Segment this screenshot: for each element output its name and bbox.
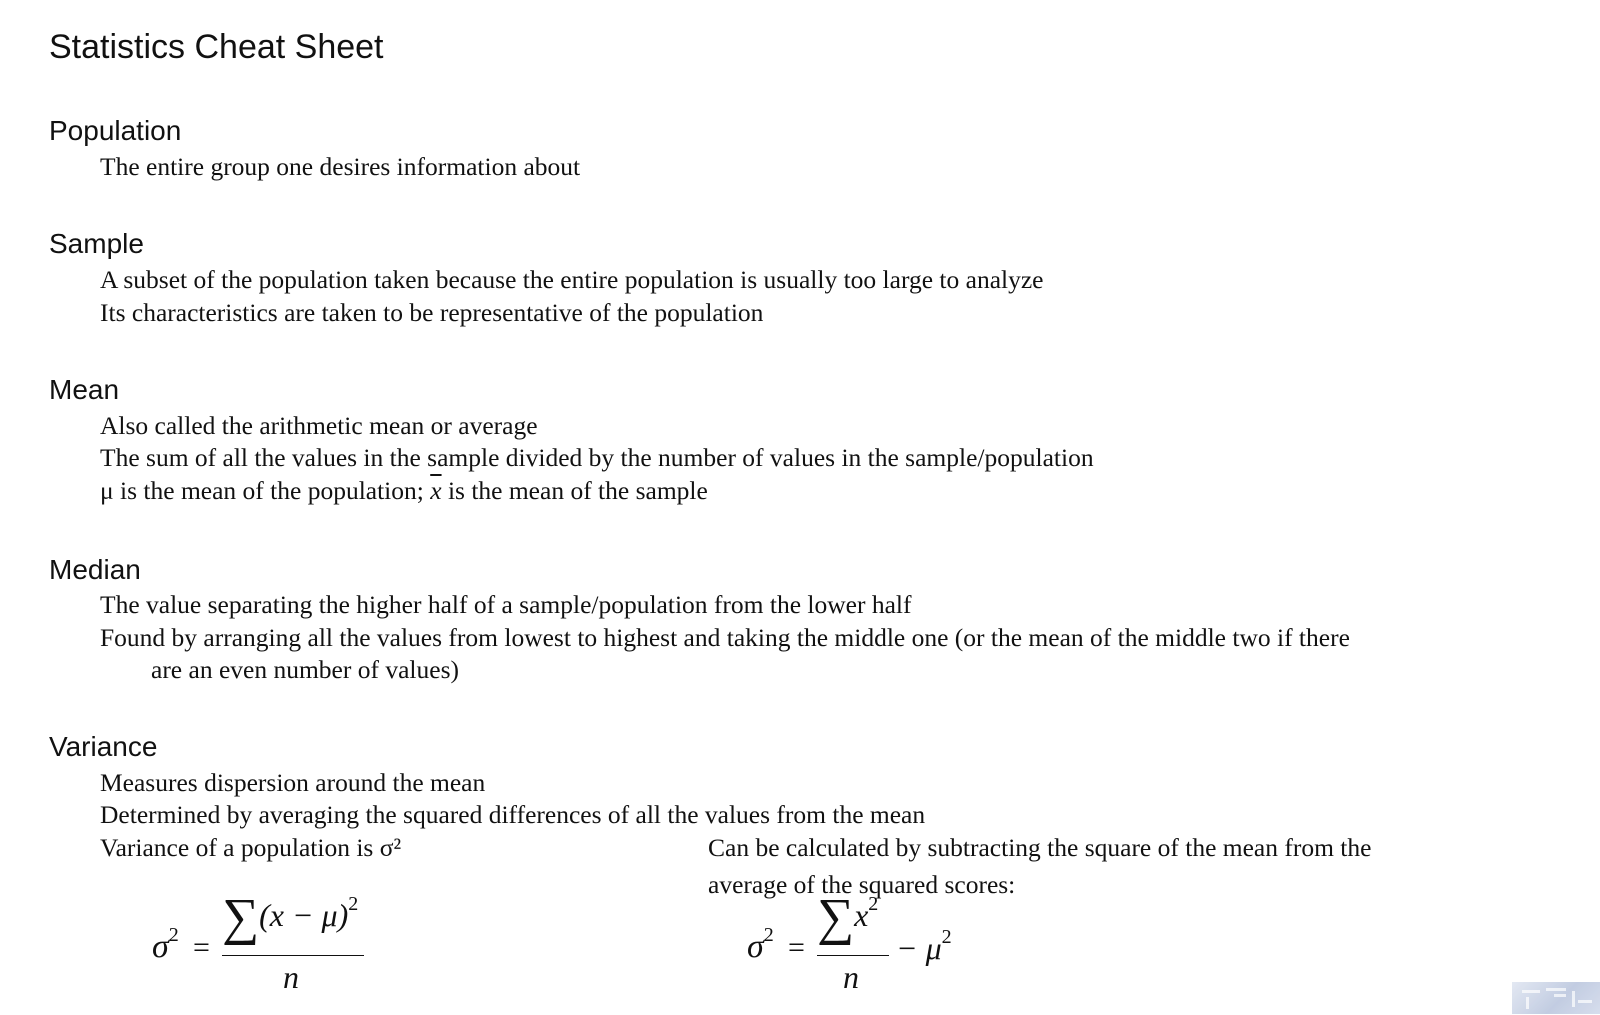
formula2-lhs: $\sigma^2$ [747,924,774,965]
median-line-3: are an even number of values) [151,655,459,684]
formula1-equals: = [193,931,210,964]
population-definition: The entire group one desires information about [100,152,581,181]
mean-population-symbol-text: μ is the mean of the population; [100,476,424,505]
formula1-numerator: $\sum(x - \mu)^2$ [222,889,359,946]
formula2-numerator: $\sum x^2$ [817,889,879,946]
sample-line-1: A subset of the population taken because the entire population is usually too large to analyze [100,265,1044,294]
x-bar-symbol: $\overline{x}$ [430,476,442,505]
formula2-denominator: n [843,959,859,995]
section-heading-population: Population [49,115,182,146]
mean-line-2: The sum of all the values in the sample divided by the number of values in the sample/population [100,443,1094,472]
page-title: Statistics Cheat Sheet [49,28,384,66]
median-line-2: Found by arranging all the values from lowest to highest and taking the middle one (or the mean of the middle two if there [100,623,1350,652]
formula1-denominator: n [283,959,299,995]
variance-line-3: Variance of a population is σ² [100,833,402,862]
mean-sample-symbol-text: is the mean of the sample [447,476,708,505]
section-heading-median: Median [49,554,141,585]
watermark-stamp [1512,982,1600,1014]
formula1-lhs: $\sigma^2$ [152,924,179,965]
formula2-minus-mu-squared: − $\mu^2$ [896,926,952,966]
median-line-1: The value separating the higher half of a sample/population from the lower half [100,590,912,619]
formula2-equals: = [788,931,805,964]
mean-symbol-line [100,475,708,507]
variance-line-2: Determined by averaging the squared differences of all the values from the mean [100,800,926,829]
sample-line-2: Its characteristics are taken to be representative of the population [100,298,764,327]
section-heading-variance: Variance [49,731,158,762]
mean-line-1: Also called the arithmetic mean or average [100,411,538,440]
formula1-fraction-bar [222,955,364,956]
variance-alt-line-1: Can be calculated by subtracting the square of the mean from the [708,833,1372,862]
section-heading-mean: Mean [49,374,120,405]
section-heading-sample: Sample [49,228,144,259]
formula2-fraction-bar [817,955,889,956]
variance-alt-line-2: average of the squared scores: [708,870,1016,899]
variance-line-1: Measures dispersion around the mean [100,768,486,797]
